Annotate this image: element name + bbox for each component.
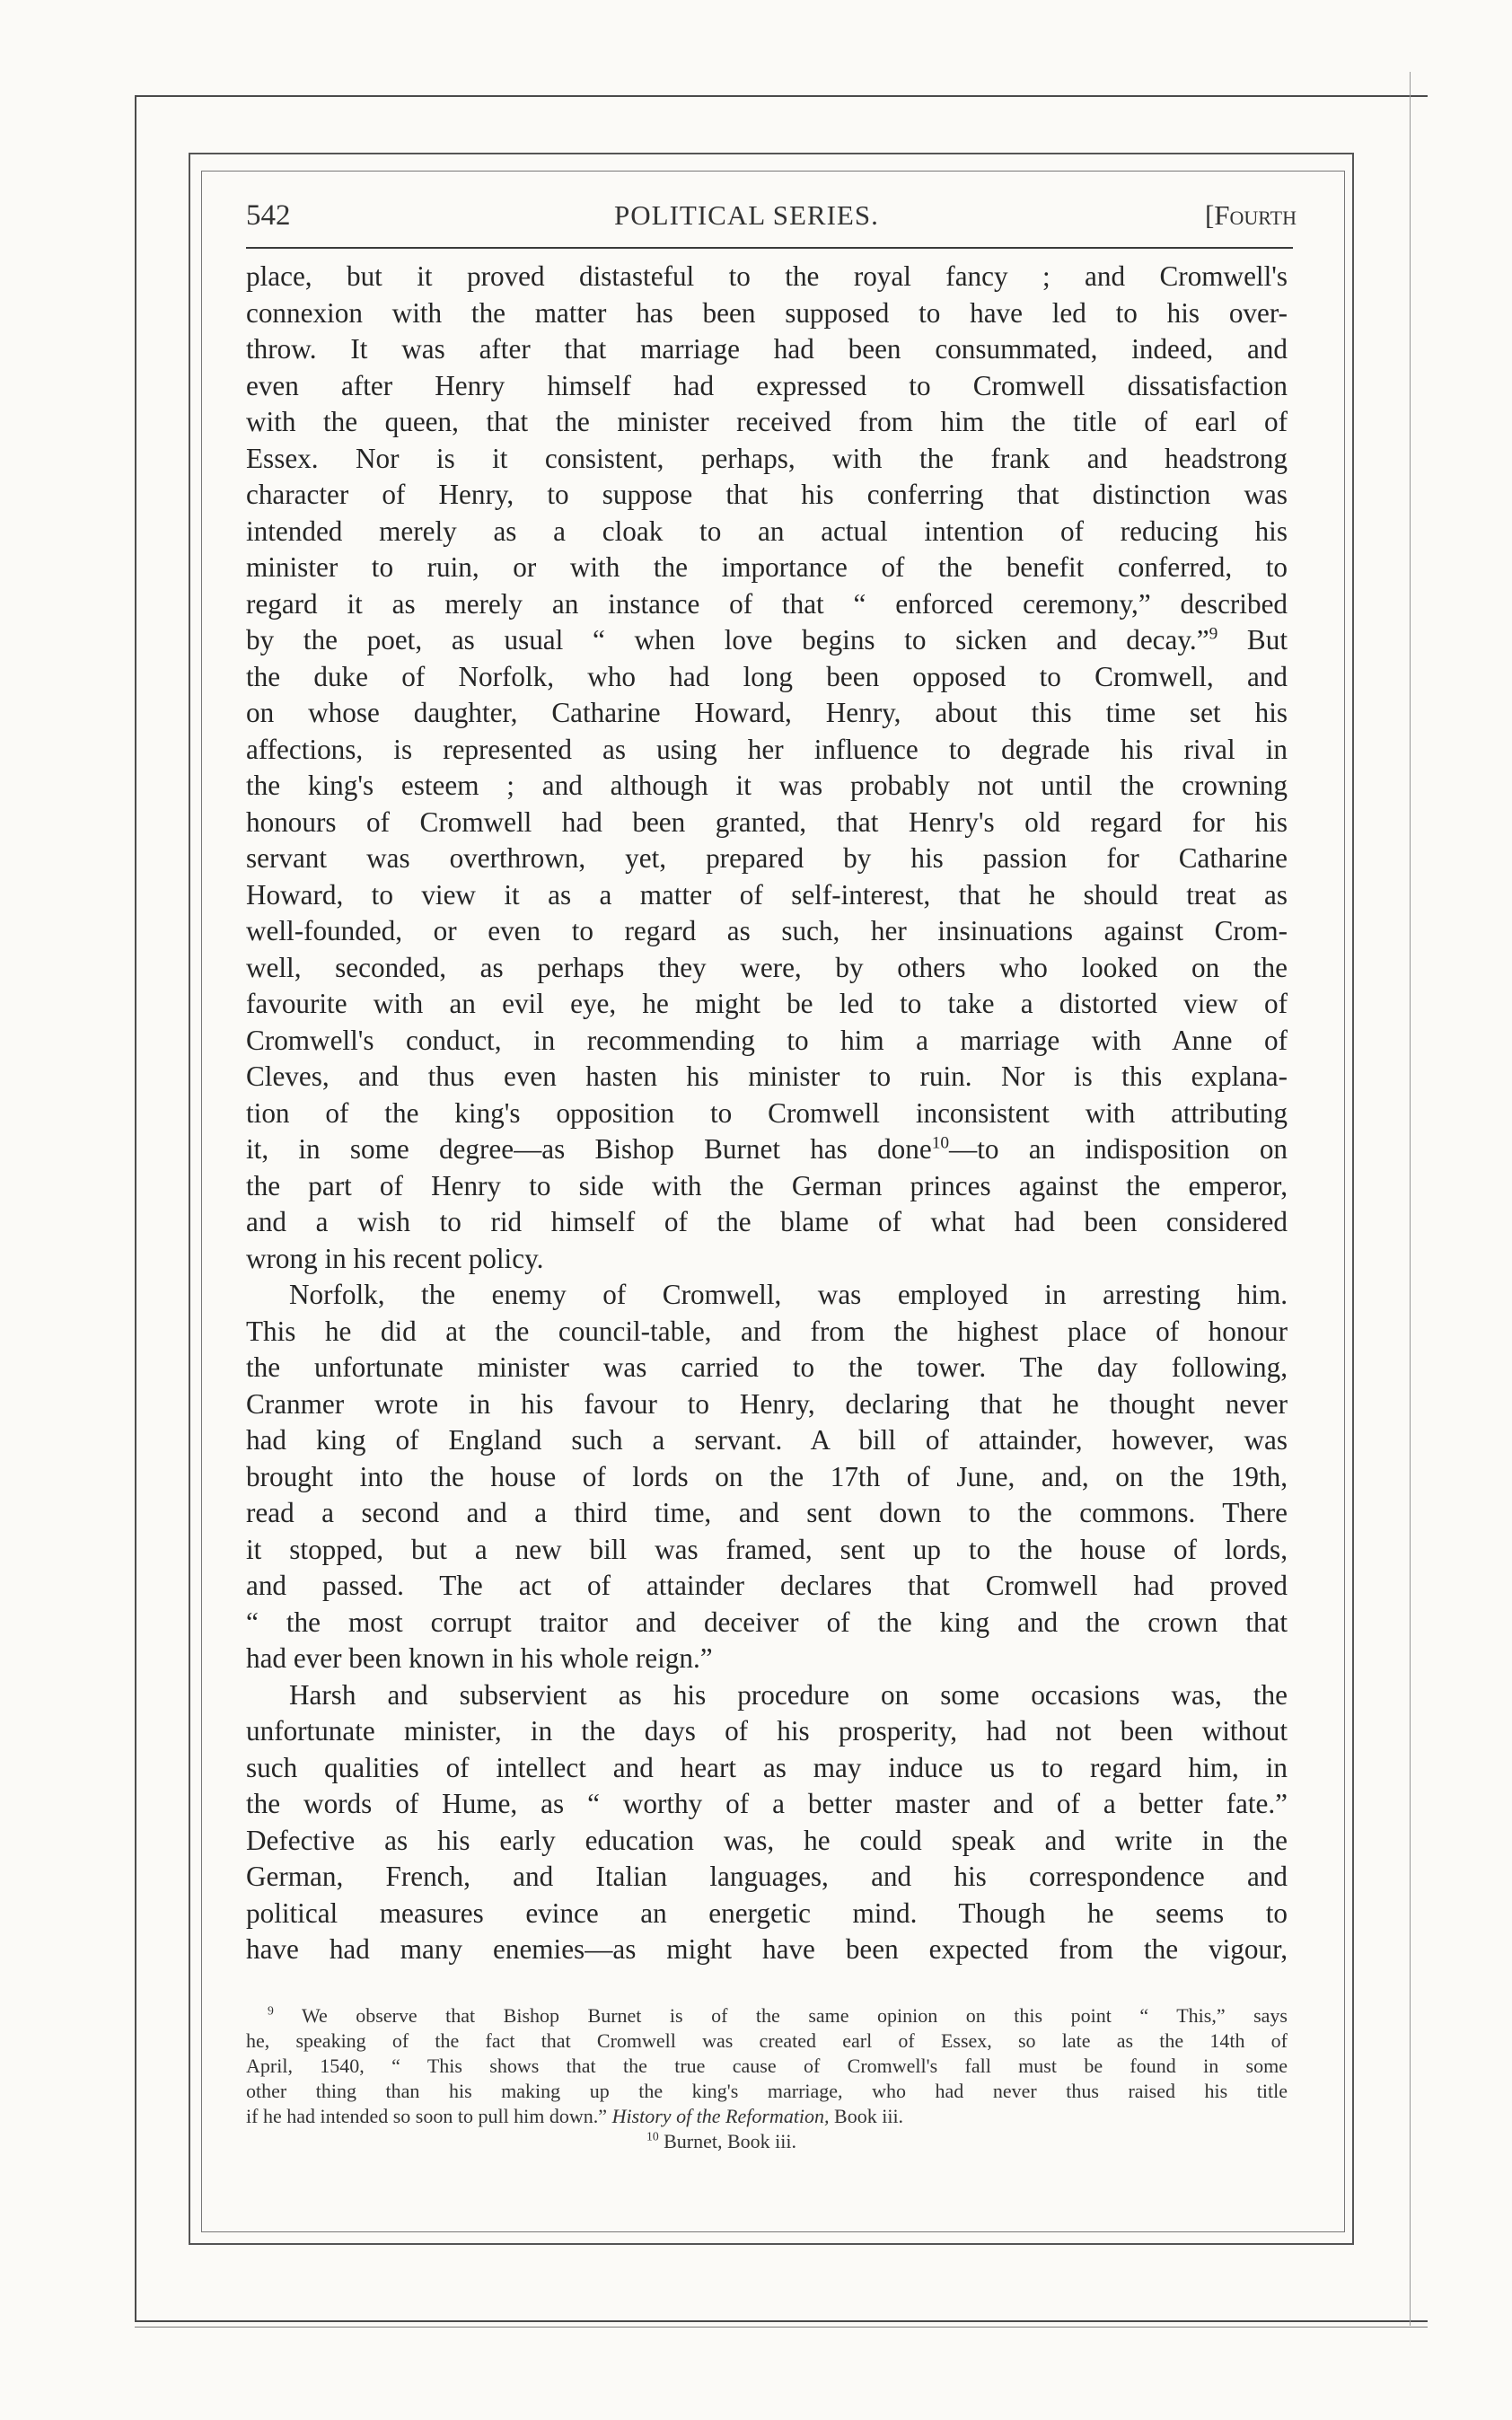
text-line: read a second and a third time, and sent down to the commons. There xyxy=(246,1497,1288,1528)
paragraph-1 xyxy=(246,259,1288,1277)
text-line: the words of Hume, as “ worthy of a better master and of a better fate.” xyxy=(246,1788,1288,1819)
text-line: Essex. Nor is it consistent, perhaps, with the frank and headstrong xyxy=(246,442,1288,474)
footnote-9-line: other thing than his making up the king's marriage, who had never thus raised his title xyxy=(246,2080,1288,2102)
text-line: such qualities of intellect and heart as may induce us to regard him, in xyxy=(246,1751,1288,1783)
header-rule xyxy=(246,247,1293,249)
text-line: well-founded, or even to regard as such, her insinuations against Crom- xyxy=(246,915,1288,946)
text-line: throw. It was after that marriage had been consummated, indeed, and xyxy=(246,333,1288,365)
running-section: [Fourth xyxy=(1204,199,1297,231)
footnote-reference-9: 9 xyxy=(1209,624,1218,644)
paragraph-2 xyxy=(246,1277,1288,1677)
text-line: minister to ruin, or with the importance of the benefit conferred, to xyxy=(246,551,1288,583)
text-segment: But xyxy=(1218,624,1288,656)
text-line xyxy=(246,622,1288,659)
text-line: wrong in his recent policy. xyxy=(246,1242,544,1274)
page-edge-right xyxy=(1410,72,1411,2326)
footnotes xyxy=(246,2003,1288,2154)
text-line: Defective as his early education was, he could speak and write in the xyxy=(246,1824,1288,1856)
text-line: the part of Henry to side with the German princes against the emperor, xyxy=(246,1169,1288,1201)
footnote-marker-9: 9 xyxy=(268,2003,274,2018)
text-line xyxy=(246,1131,1288,1168)
text-line: Cleves, and thus even hasten his minister to ruin. Nor is this explana- xyxy=(246,1060,1288,1092)
running-header xyxy=(246,199,1297,239)
footnote-10 xyxy=(246,2129,1288,2154)
paragraph-3 xyxy=(246,1677,1288,1968)
footnote-text: if he had intended so soon to pull him down.” xyxy=(246,2105,612,2127)
text-line: well, seconded, as perhaps they were, by others who looked on the xyxy=(246,951,1288,983)
text-line: tion of the king's opposition to Cromwell inconsistent with attributing xyxy=(246,1096,1288,1129)
text-line: it stopped, but a new bill was framed, sent up to the house of lords, xyxy=(246,1533,1288,1565)
outer-border-bottom-thin xyxy=(135,2327,1428,2328)
body-text xyxy=(246,259,1288,1968)
text-line: political measures evince an energetic mind. Though he seems to xyxy=(246,1896,1288,1929)
text-line: unfortunate minister, in the days of his prosperity, had not been without xyxy=(246,1715,1288,1747)
text-line: Howard, to view it as a matter of self-interest, that he should treat as xyxy=(246,878,1288,911)
text-line: regard it as merely an instance of that “ enforced ceremony,” described xyxy=(246,587,1288,620)
text-line: had king of England such a servant. A bill of attainder, however, was xyxy=(246,1424,1288,1456)
footnote-text: Book iii. xyxy=(829,2105,904,2127)
text-line: German, French, and Italian languages, and his correspondence and xyxy=(246,1861,1288,1892)
text-line: with the queen, that the minister received from him the title of earl of xyxy=(246,406,1288,437)
text-line: the king's esteem ; and although it was probably not until the crowning xyxy=(246,770,1288,801)
outer-border-left xyxy=(135,95,136,2322)
text-segment: —to an indisposition on xyxy=(949,1133,1288,1165)
running-title: POLITICAL SERIES. xyxy=(614,199,879,231)
text-line: “ the most corrupt traitor and deceiver of the king and the crown that xyxy=(246,1606,1288,1638)
footnote-text: We observe that Bishop Burnet is of the same opinion on this point “ This,” says xyxy=(301,2004,1288,2027)
text-line: intended merely as a cloak to an actual intention of reducing his xyxy=(246,515,1288,547)
text-line: the duke of Norfolk, who had long been opposed to Cromwell, and xyxy=(246,660,1288,692)
text-line: servant was overthrown, yet, prepared by his passion for Catharine xyxy=(246,842,1288,874)
footnote-marker-10: 10 xyxy=(646,2129,659,2143)
text-line: character of Henry, to suppose that his conferring that distinction was xyxy=(246,479,1288,510)
text-line: Cranmer wrote in his favour to Henry, declaring that he thought never xyxy=(246,1387,1288,1420)
text-line: brought into the house of lords on the 17th of June, and, on the 19th, xyxy=(246,1460,1288,1492)
footnote-citation-title: History of the Reformation, xyxy=(611,2105,830,2127)
text-segment: it, in some degree—as Bishop Burnet has done xyxy=(246,1133,932,1165)
text-line: This he did at the council-table, and from the highest place of honour xyxy=(246,1315,1288,1347)
footnote-9-line: April, 1540, “ This shows that the true cause of Cromwell's fall must be found in some xyxy=(246,2055,1288,2077)
outer-border-bottom xyxy=(135,2320,1428,2322)
text-line: affections, is represented as using her influence to degrade his rival in xyxy=(246,733,1288,765)
footnote-reference-10: 10 xyxy=(931,1133,950,1153)
text-line: Harsh and subservient as his procedure on some occasions was, the xyxy=(289,1678,1288,1711)
outer-border-top xyxy=(135,95,1428,97)
text-line: connexion with the matter has been supposed to have led to his over- xyxy=(246,296,1288,329)
text-line: honours of Cromwell had been granted, that Henry's old regard for his xyxy=(246,805,1288,838)
text-line: and passed. The act of attainder declares that Cromwell had proved xyxy=(246,1570,1288,1601)
text-line: and a wish to rid himself of the blame of what had been considered xyxy=(246,1206,1288,1237)
page-number: 542 xyxy=(246,199,291,232)
text-line: favourite with an evil eye, he might be led to take a distorted view of xyxy=(246,988,1288,1019)
text-line: had ever been known in his whole reign.” xyxy=(246,1642,713,1674)
footnote-text: Burnet, Book iii. xyxy=(658,2130,797,2152)
footnote-9-line: he, speaking of the fact that Cromwell was created earl of Essex, so late as the 14th of xyxy=(246,2029,1288,2052)
footnote-9-line xyxy=(246,2003,1288,2028)
text-line: on whose daughter, Catharine Howard, Henry, about this time set his xyxy=(246,697,1288,728)
footnote-9-line xyxy=(246,2104,1288,2129)
text-line: even after Henry himself had expressed to Cromwell dissatisfaction xyxy=(246,369,1288,401)
text-line: Norfolk, the enemy of Cromwell, was employed in arresting him. xyxy=(289,1279,1288,1310)
text-line: Cromwell's conduct, in recommending to him a marriage with Anne of xyxy=(246,1024,1288,1056)
text-line: have had many enemies—as might have been expected from the vigour, xyxy=(246,1933,1288,1965)
text-line: place, but it proved distasteful to the royal fancy ; and Cromwell's xyxy=(246,260,1288,292)
text-line: the unfortunate minister was carried to the tower. The day following, xyxy=(246,1351,1288,1383)
text-segment: by the poet, as usual “ when love begins to sicken and decay.” xyxy=(246,624,1209,656)
